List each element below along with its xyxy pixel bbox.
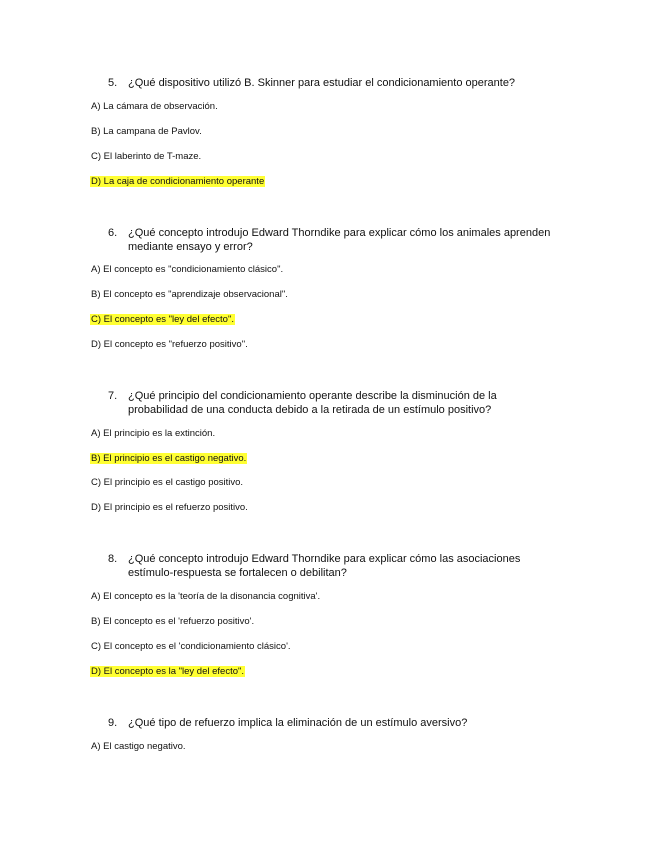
question-text: ¿Qué principio del condicionamiento operante describe la disminución de la probabilidad de una conducta debido a la retirada de un estímulo positivo?	[128, 390, 497, 416]
question-5	[108, 76, 558, 90]
question-number: 7.	[108, 390, 118, 402]
question-9	[108, 716, 558, 730]
option-c-correct: C) El concepto es "ley del efecto".	[91, 314, 234, 325]
question-number: 5.	[108, 77, 118, 89]
option-a: A) El concepto es la 'teoría de la disonancia cognitiva'.	[91, 591, 321, 602]
question-text: ¿Qué concepto introdujo Edward Thorndike para explicar cómo las asociaciones estímulo-respuesta se fortalecen o debilitan?	[128, 553, 521, 579]
question-6	[108, 226, 558, 254]
option-c: C) El laberinto de T-maze.	[91, 151, 202, 162]
option-a: A) El castigo negativo.	[91, 741, 186, 752]
question-number: 6.	[108, 227, 118, 239]
option-c: C) El concepto es el 'condicionamiento clásico'.	[91, 641, 291, 652]
question-number: 8.	[108, 553, 118, 565]
question-7	[108, 389, 558, 417]
option-d-correct: D) La caja de condicionamiento operante	[91, 176, 265, 187]
option-d-correct: D) El concepto es la "ley del efecto".	[91, 666, 245, 677]
option-a: A) El principio es la extinción.	[91, 428, 216, 439]
option-d: D) El principio es el refuerzo positivo.	[91, 502, 248, 513]
question-8	[108, 552, 558, 580]
question-text: ¿Qué concepto introdujo Edward Thorndike para explicar cómo los animales aprenden mediante ensayo y error?	[128, 227, 551, 253]
option-b: B) El concepto es "aprendizaje observacional".	[91, 289, 288, 300]
option-d: D) El concepto es "refuerzo positivo".	[91, 339, 248, 350]
option-b: B) El concepto es el 'refuerzo positivo'.	[91, 616, 255, 627]
option-a: A) El concepto es "condicionamiento clásico".	[91, 264, 284, 275]
question-text: ¿Qué tipo de refuerzo implica la eliminación de un estímulo aversivo?	[128, 717, 468, 729]
option-a: A) La cámara de observación.	[91, 101, 218, 112]
option-c: C) El principio es el castigo positivo.	[91, 477, 244, 488]
question-number: 9.	[108, 717, 118, 729]
option-b: B) La campana de Pavlov.	[91, 126, 202, 137]
question-text: ¿Qué dispositivo utilizó B. Skinner para estudiar el condicionamiento operante?	[128, 77, 516, 89]
option-b-correct: B) El principio es el castigo negativo.	[91, 453, 247, 464]
